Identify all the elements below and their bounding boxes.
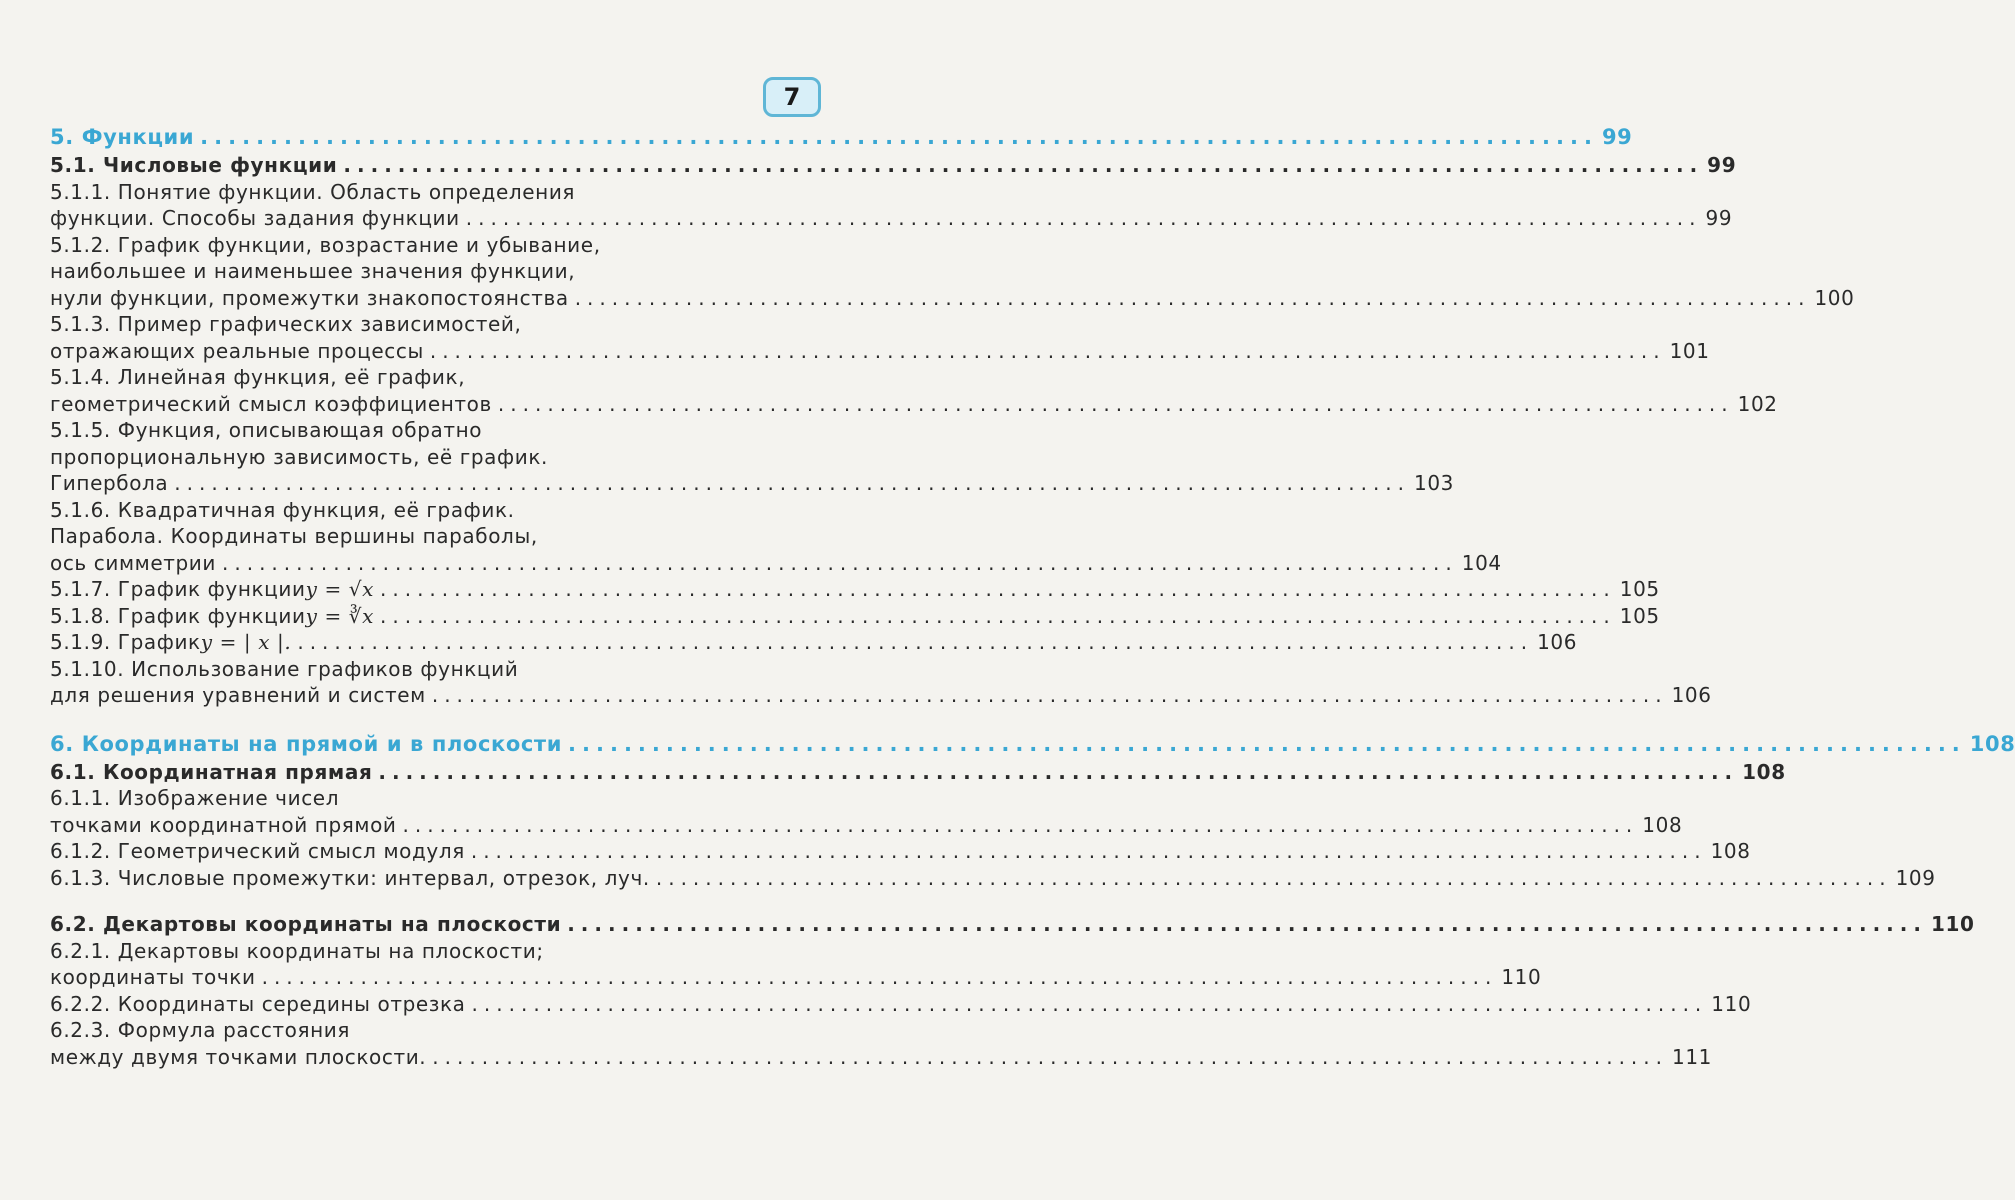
toc-title: 6.2.3. Формула расстояния <box>50 1018 351 1042</box>
toc-page: 108 <box>1742 759 1786 784</box>
toc-leader-dots: .................................................................................................... <box>174 471 1411 495</box>
toc-leader-dots: .................................................................................................... <box>402 812 1639 837</box>
toc-page: 105 <box>1619 603 1660 628</box>
toc-title: 6.1. Координатная прямая <box>50 759 373 784</box>
toc-section-6-1[interactable] <box>50 759 1786 786</box>
toc-leader-dots: .................................................................................................... <box>261 965 1498 989</box>
toc-entry-6-2-1-line1[interactable] <box>50 938 808 965</box>
toc-entry-5-1-2-line2[interactable] <box>50 258 808 285</box>
toc-title: геометрический смысл коэффициентов <box>50 391 492 416</box>
toc-leader-dots: .................................................................................................... <box>429 338 1666 363</box>
toc-entry-6-2-2[interactable] <box>50 991 1752 1018</box>
toc-chapter-5[interactable] <box>50 122 1633 152</box>
toc-title: 5.1.3. Пример графических зависимостей, <box>50 312 522 336</box>
formula-cbrt-x: y = ∛x <box>305 603 374 628</box>
toc-title: Гипербола <box>50 471 169 495</box>
toc-entry-5-1-6[interactable] <box>50 550 1502 577</box>
spacer <box>50 709 808 729</box>
toc-leader-dots: .................................................................................................... <box>380 577 1616 601</box>
toc-title: 6.1.3. Числовые промежутки: интервал, отрезок, луч. <box>50 865 650 890</box>
toc-title: 5.1.10. Использование графиков функций <box>50 656 519 681</box>
toc-entry-5-1-3[interactable] <box>50 338 1710 365</box>
toc-title: нули функции, промежутки знакопостоянства <box>50 285 569 310</box>
toc-title: координаты точки <box>50 965 256 989</box>
toc-entry-6-1-3[interactable] <box>50 865 1936 892</box>
toc-title: функции. Способы задания функции <box>50 206 460 230</box>
formula-sqrt-x: y = √x <box>305 577 374 601</box>
table-of-contents <box>50 122 2015 1070</box>
toc-leader-dots: .................................................................................................... <box>497 391 1734 416</box>
toc-entry-5-1-4-line1[interactable] <box>50 364 808 391</box>
toc-page: 101 <box>1669 338 1710 363</box>
toc-title: наибольшее и наименьшее значения функции, <box>50 259 576 283</box>
toc-entry-5-1-4[interactable] <box>50 391 1778 418</box>
toc-title: между двумя точками плоскости. <box>50 1044 427 1069</box>
toc-title: Парабола. Координаты вершины параболы, <box>50 524 538 548</box>
toc-leader-dots: .................................................................................................... <box>380 603 1616 628</box>
toc-entry-5-1-8[interactable] <box>50 603 1660 630</box>
toc-entry-5-1-6-line1[interactable] <box>50 497 808 524</box>
toc-leader-dots: .................................................................................................... <box>431 683 1668 707</box>
toc-title: 6.1.1. Изображение чисел <box>50 786 340 810</box>
toc-entry-5-1-5[interactable] <box>50 470 1455 497</box>
toc-leader-dots: .................................................................................................... <box>567 912 1927 936</box>
toc-title: 6.2. Декартовы координаты на плоскости <box>50 912 562 936</box>
toc-title: 5.1.8. График функции <box>50 603 306 628</box>
toc-page: 108 <box>1710 839 1751 863</box>
toc-page: 103 <box>1414 471 1455 495</box>
toc-page: 99 <box>1705 206 1733 230</box>
toc-title: 5.1.4. Линейная функция, её график, <box>50 365 466 389</box>
toc-entry-5-1-10[interactable] <box>50 682 1712 709</box>
toc-leader-dots: .................................................................................................... <box>568 731 1966 756</box>
toc-page: 110 <box>1501 965 1542 989</box>
toc-chapter-6[interactable] <box>50 729 2015 759</box>
toc-page: 105 <box>1619 577 1660 601</box>
toc-leader-dots: .................................................................................................... <box>200 125 1598 149</box>
toc-leader-dots: .................................................................................................... <box>343 153 1704 177</box>
toc-entry-6-1-1[interactable] <box>50 812 1683 839</box>
toc-title: 6.1.2. Геометрический смысл модуля <box>50 839 465 863</box>
toc-leader-dots: .................................................................................................... <box>378 759 1739 784</box>
toc-entry-6-1-2[interactable] <box>50 838 1751 865</box>
toc-entry-5-1-5-line2[interactable] <box>50 444 808 471</box>
toc-title: точками координатной прямой <box>50 812 397 837</box>
toc-entry-5-1-9[interactable] <box>50 629 1578 656</box>
toc-title: 6. Координаты на прямой и в плоскости <box>50 731 563 756</box>
toc-section-5-1[interactable] <box>50 152 1737 179</box>
toc-entry-5-1-10-line1[interactable] <box>50 656 808 683</box>
toc-title: 5.1.5. Функция, описывающая обратно <box>50 418 483 442</box>
toc-section-6-2[interactable] <box>50 911 1975 938</box>
toc-title: 5.1.9. График <box>50 630 201 654</box>
toc-entry-5-1-5-line1[interactable] <box>50 417 808 444</box>
toc-page: 104 <box>1461 550 1502 575</box>
toc-title: 5.1.1. Понятие функции. Область определения <box>50 179 576 204</box>
toc-title: 5.1.2. График функции, возрастание и убывание, <box>50 232 601 257</box>
toc-page: 109 <box>1895 865 1936 890</box>
toc-title: ось симметрии <box>50 550 216 575</box>
toc-title: 6.2.1. Декартовы координаты на плоскости; <box>50 938 544 963</box>
toc-page: 108 <box>1969 731 2015 756</box>
toc-entry-5-1-1[interactable] <box>50 205 1733 232</box>
page-number-badge: 7 <box>763 77 821 117</box>
toc-page: 110 <box>1930 912 1975 936</box>
toc-page: 110 <box>1711 991 1752 1016</box>
toc-page: 108 <box>1642 812 1683 837</box>
toc-title: 5.1. Числовые функции <box>50 153 338 177</box>
toc-entry-6-2-3-line1[interactable] <box>50 1017 808 1044</box>
toc-page: 111 <box>1672 1044 1712 1069</box>
toc-page: 106 <box>1671 683 1712 707</box>
toc-leader-dots: .................................................................................................... <box>222 550 1458 575</box>
toc-title: 5.1.7. График функции <box>50 577 306 601</box>
toc-entry-5-1-7[interactable] <box>50 576 1660 603</box>
toc-entry-5-1-3-line1[interactable] <box>50 311 808 338</box>
toc-title: отражающих реальные процессы <box>50 338 424 363</box>
toc-title: для решения уравнений и систем <box>50 683 426 707</box>
toc-leader-dots: .................................................................................................... <box>465 206 1702 230</box>
toc-leader-dots: .................................................................................................... <box>471 991 1708 1016</box>
toc-entry-5-1-2[interactable] <box>50 285 1855 312</box>
toc-page: 100 <box>1814 285 1855 310</box>
toc-page: 106 <box>1537 630 1578 654</box>
toc-leader-dots: .................................................................................................... <box>655 865 1892 890</box>
toc-leader-dots: .................................................................................................... <box>574 285 1811 310</box>
toc-entry-6-2-3[interactable] <box>50 1044 1712 1071</box>
toc-page: 102 <box>1737 391 1778 416</box>
toc-title: 5. Функции <box>50 125 195 149</box>
toc-leader-dots: .................................................................................................... <box>432 1044 1669 1069</box>
toc-entry-6-1-1-line1[interactable] <box>50 785 808 812</box>
toc-page: 99 <box>1707 153 1737 177</box>
toc-entry-5-1-1-line1[interactable] <box>50 179 808 206</box>
toc-leader-dots: .................................................................................................... <box>297 630 1534 654</box>
toc-title: 5.1.6. Квадратичная функция, её график. <box>50 497 515 522</box>
toc-title: 6.2.2. Координаты середины отрезка <box>50 991 466 1016</box>
toc-entry-5-1-2-line1[interactable] <box>50 232 808 259</box>
toc-leader-dots: .................................................................................................... <box>470 839 1707 863</box>
toc-entry-6-2-1[interactable] <box>50 964 1542 991</box>
toc-page: 99 <box>1601 125 1633 149</box>
toc-title: пропорциональную зависимость, её график. <box>50 444 548 469</box>
formula-abs-x: y = | x |. <box>200 630 292 654</box>
spacer <box>50 891 808 911</box>
toc-entry-5-1-6-line2[interactable] <box>50 523 808 550</box>
